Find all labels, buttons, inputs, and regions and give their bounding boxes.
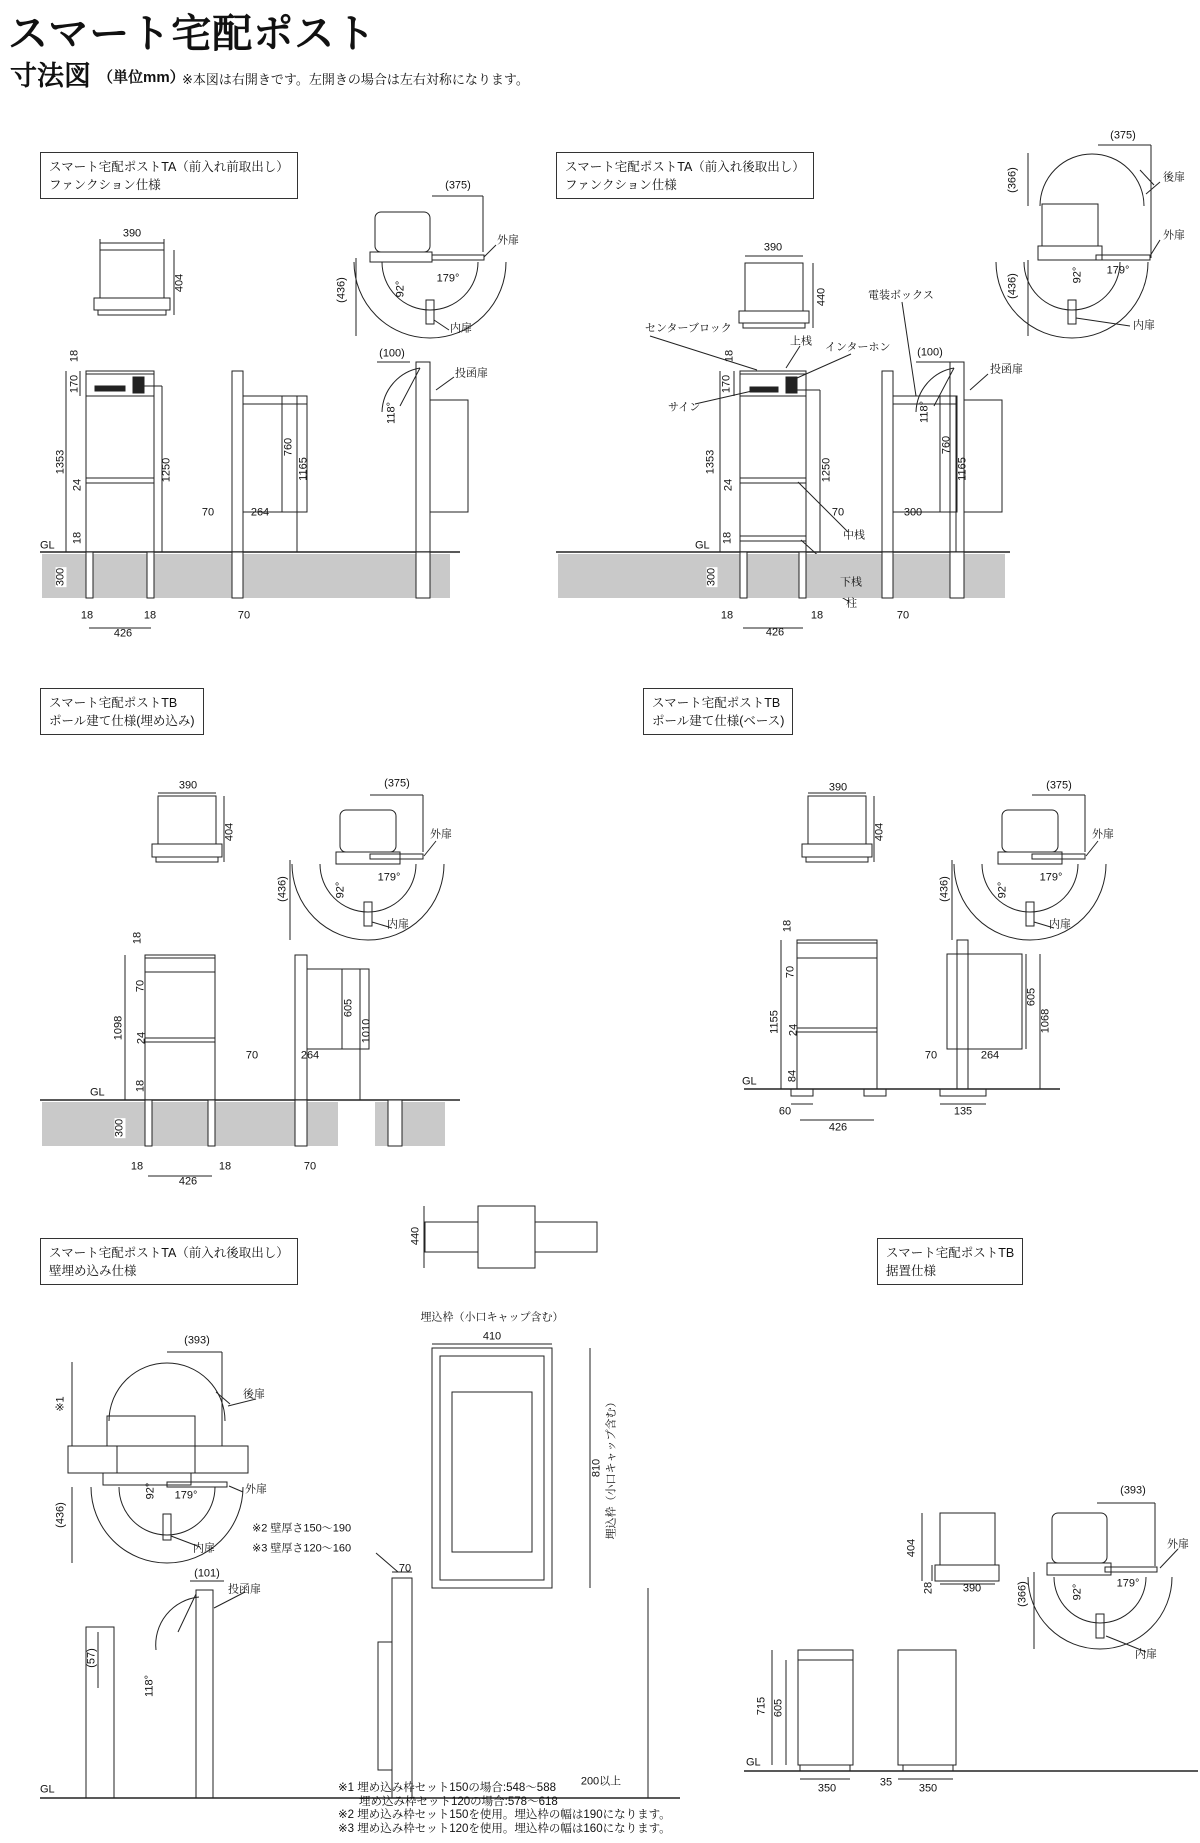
dim-label: (436): [335, 277, 348, 303]
dim-label: 92°: [1071, 266, 1084, 284]
dim-label: 18: [218, 1160, 232, 1173]
part-label: 投函扉: [990, 363, 1023, 376]
dim-label: 390: [763, 241, 783, 254]
dim-label: 170: [68, 374, 81, 394]
dim-label: 350: [918, 1782, 938, 1795]
dim-label: 1098: [112, 1015, 125, 1041]
panel3-title-line2: ポール建て仕様(埋め込み): [49, 714, 195, 729]
panel5-title-line1: スマート宅配ポストTA（前入れ後取出し）: [49, 1246, 289, 1260]
dim-label: 404: [223, 822, 236, 842]
dim-label: (101): [194, 1567, 220, 1580]
dim-label: (436): [938, 876, 951, 902]
dim-label: 24: [71, 478, 84, 492]
part-label: 外扉: [1092, 828, 1114, 841]
part-label: GL: [746, 1756, 761, 1769]
part-label: 外扉: [430, 828, 452, 841]
part-label: GL: [90, 1086, 105, 1099]
dim-label: (436): [54, 1502, 67, 1528]
dim-label: 179°: [174, 1489, 198, 1502]
panel3-drawing: [40, 793, 460, 1176]
orientation-note: ※本図は右開きです。左開きの場合は左右対称になります。: [182, 72, 529, 87]
panel6-title-line2: 据置仕様: [886, 1264, 937, 1279]
dim-label: 426: [178, 1175, 198, 1188]
panel4-title-line2: ポール建て仕様(ベース): [652, 714, 785, 729]
dim-label: 18: [720, 609, 734, 622]
dim-label: 605: [772, 1698, 785, 1718]
dim-label: 404: [873, 822, 886, 842]
part-label: センターブロック: [645, 322, 732, 335]
part-label: 後扉: [243, 1388, 265, 1401]
dim-label: 1165: [297, 457, 310, 481]
panel5-drawing: [40, 1206, 680, 1798]
dim-label: ※1: [54, 1396, 67, 1412]
dim-label: 92°: [394, 280, 407, 298]
dim-label: 60: [778, 1105, 792, 1118]
footnote-3: ※2 埋め込み枠セット150を使用。埋込枠の幅は190になります。: [338, 1809, 671, 1821]
panel6-title-line1: スマート宅配ポストTB: [886, 1246, 1015, 1260]
dim-label: 426: [828, 1121, 848, 1134]
dim-label: 70: [245, 1049, 259, 1062]
dim-label: 18: [723, 349, 736, 363]
dim-label: 18: [131, 931, 144, 945]
dim-label: 70: [398, 1562, 412, 1575]
dim-label: 70: [831, 506, 845, 519]
dim-label: 118°: [143, 1675, 156, 1697]
dim-label: 18: [71, 531, 84, 545]
part-label: GL: [742, 1075, 757, 1088]
dim-label: 810: [590, 1458, 603, 1478]
dim-label: (57): [85, 1648, 98, 1668]
dim-label: 70: [134, 979, 147, 993]
dim-label: 18: [68, 349, 81, 363]
part-label: 電装ボックス: [868, 289, 934, 302]
panel2-title-line2: ファンクション仕様: [565, 178, 677, 193]
panel4-title-line1: スマート宅配ポストTB: [652, 696, 781, 710]
dim-label: 70: [201, 506, 215, 519]
dim-label: 390: [828, 781, 848, 794]
dim-label: 440: [409, 1226, 422, 1246]
dim-label: 24: [722, 478, 735, 492]
dim-label: 300: [113, 1118, 126, 1138]
dim-label: (375): [1046, 779, 1072, 792]
dim-label: 264: [980, 1049, 1000, 1062]
panel3-title: [40, 688, 204, 735]
part-label: GL: [40, 539, 55, 552]
part-label: 投函扉: [455, 367, 488, 380]
dim-label: 1250: [820, 457, 833, 483]
part-label: 内扉: [1049, 918, 1071, 931]
panel2-drawing: [556, 145, 1160, 628]
part-label: 200以上: [580, 1775, 622, 1788]
dim-label: 1250: [160, 457, 173, 483]
dim-label: (393): [184, 1334, 210, 1347]
part-label: ※2 壁厚さ150～190: [252, 1522, 352, 1535]
dim-label: (375): [445, 179, 471, 192]
dim-label: 179°: [377, 871, 401, 884]
dim-label: 70: [303, 1160, 317, 1173]
dim-label: 264: [300, 1049, 320, 1062]
part-label: GL: [695, 539, 710, 552]
dim-label: 179°: [1039, 871, 1063, 884]
panel1-title-line1: スマート宅配ポストTA（前入れ前取出し）: [49, 160, 289, 174]
dim-label: 179°: [436, 272, 460, 285]
dim-label: 118°: [385, 402, 398, 424]
dim-label: 410: [482, 1330, 502, 1343]
page-title: スマート宅配ポスト: [8, 12, 377, 56]
dim-label: 18: [80, 609, 94, 622]
part-label: GL: [40, 1783, 55, 1796]
footnote-2: 埋め込み枠セット120の場合:578～618: [359, 1795, 558, 1808]
panel4-title: [643, 688, 793, 735]
dim-label: 179°: [1116, 1577, 1140, 1590]
part-label: 後扉: [1163, 171, 1185, 184]
dim-label: 390: [962, 1582, 982, 1595]
dim-label: 715: [755, 1696, 768, 1716]
part-label: 内扉: [1133, 319, 1155, 332]
dim-label: 18: [143, 609, 157, 622]
dim-label: 84: [786, 1069, 799, 1083]
dim-label: 70: [924, 1049, 938, 1062]
dim-label: 426: [113, 627, 133, 640]
dim-label: 135: [953, 1105, 973, 1118]
dim-label: 35: [879, 1776, 893, 1789]
part-label: 上桟: [790, 335, 812, 348]
dim-label: 18: [130, 1160, 144, 1173]
panel1-drawing: [40, 196, 506, 628]
part-label: 中桟: [843, 529, 865, 542]
dim-label: (393): [1120, 1484, 1146, 1497]
part-label: 外扉: [1163, 229, 1185, 242]
part-label: 内扉: [450, 322, 472, 335]
part-label: 投函扉: [228, 1583, 261, 1596]
footnote-1: ※1 埋め込み枠セット150の場合:548～588: [338, 1782, 556, 1794]
dim-label: 760: [282, 437, 295, 457]
dim-label: 605: [342, 998, 355, 1018]
dim-label: 18: [810, 609, 824, 622]
dim-label: (436): [1006, 273, 1019, 299]
dim-label: 760: [940, 435, 953, 455]
dim-label: 18: [781, 919, 794, 933]
dim-label: 18: [134, 1079, 147, 1093]
part-label: ※3 壁厚さ120～160: [252, 1542, 352, 1555]
part-label: 内扉: [387, 918, 409, 931]
part-label: インターホン: [825, 341, 891, 354]
dim-label: 70: [784, 965, 797, 979]
part-label: 柱: [846, 597, 857, 610]
panel3-title-line1: スマート宅配ポストTB: [49, 696, 178, 710]
panel5-title-line2: 壁埋め込み仕様: [49, 1264, 137, 1279]
dim-label: (375): [384, 777, 410, 790]
dim-label: 70: [237, 609, 251, 622]
part-label: 内扉: [193, 1542, 215, 1555]
part-label: 下桟: [840, 576, 862, 589]
dim-label: 300: [903, 506, 923, 519]
panel6-title: [877, 1238, 1023, 1285]
dim-label: 300: [54, 567, 67, 587]
part-label: 外扉: [1167, 1538, 1189, 1551]
dim-label: 118°: [918, 401, 931, 423]
dim-label: 390: [178, 779, 198, 792]
dim-label: (375): [1110, 129, 1136, 142]
dim-label: 404: [173, 273, 186, 293]
part-label: サイン: [668, 401, 701, 414]
dim-label: 1353: [54, 449, 67, 475]
panel6-drawing: [744, 1503, 1198, 1779]
part-label: 外扉: [497, 234, 519, 247]
dim-label: 24: [135, 1031, 148, 1045]
dim-label: (366): [1016, 1581, 1029, 1607]
dim-label: 92°: [144, 1482, 157, 1500]
dim-label: 92°: [996, 881, 1009, 899]
dim-label: 1068: [1039, 1008, 1052, 1034]
dim-label: (100): [379, 347, 405, 360]
dim-label: 70: [896, 609, 910, 622]
dim-label: 92°: [1071, 1583, 1084, 1601]
dim-label: 92°: [334, 881, 347, 899]
panel1-title-line2: ファンクション仕様: [49, 178, 161, 193]
dim-label: 18: [721, 531, 734, 545]
dim-label: 426: [765, 626, 785, 639]
part-label: 外扉: [245, 1483, 267, 1496]
footnote-4: ※3 埋め込み枠セット120を使用。埋込枠の幅は160になります。: [338, 1822, 671, 1835]
dim-label: 390: [122, 227, 142, 240]
dim-label: 1155: [768, 1010, 781, 1034]
dim-label: 264: [250, 506, 270, 519]
dim-label: 605: [1025, 987, 1038, 1007]
section-title: 寸法図: [10, 61, 91, 91]
unit-label: （単位mm）: [98, 69, 185, 86]
dim-label: (100): [917, 346, 943, 359]
dim-label: 24: [787, 1023, 800, 1037]
panel1-title: [40, 152, 298, 199]
dim-label: 1353: [704, 449, 717, 475]
dim-label: 170: [720, 374, 733, 394]
dim-label: 179°: [1106, 264, 1130, 277]
part-label: 埋込枠（小口キャップ含む）: [605, 1396, 618, 1540]
footnotes: [338, 1782, 671, 1836]
dim-label: 28: [922, 1581, 935, 1595]
dim-label: 300: [705, 567, 718, 587]
dim-label: 350: [817, 1782, 837, 1795]
dim-label: 404: [905, 1538, 918, 1558]
dim-label: 1165: [956, 457, 969, 481]
panel2-title: [556, 152, 814, 199]
dim-label: 440: [815, 287, 828, 307]
part-label: 内扉: [1135, 1648, 1157, 1661]
dim-label: 1010: [360, 1018, 373, 1044]
panel5-title: [40, 1238, 298, 1285]
part-label: 埋込枠（小口キャップ含む）: [420, 1311, 564, 1324]
panel2-title-line1: スマート宅配ポストTA（前入れ後取出し）: [565, 160, 805, 174]
dim-label: (366): [1006, 167, 1019, 193]
dim-label: (436): [276, 876, 289, 902]
